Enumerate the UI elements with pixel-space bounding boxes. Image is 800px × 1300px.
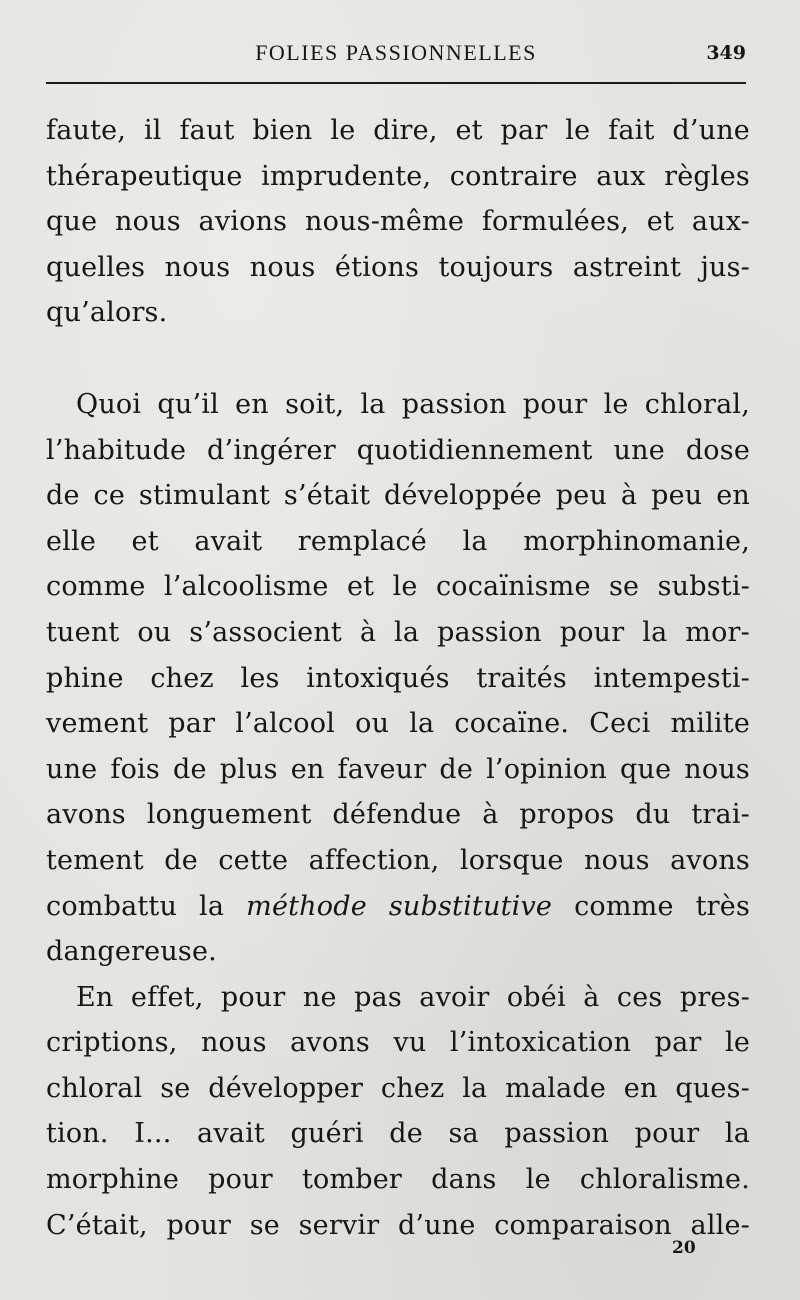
text-line: une fois de plus en faveur de l’opinion que nous — [46, 753, 750, 785]
text-line: criptions, nous avons vu l’intoxication par le — [46, 1027, 750, 1059]
text-line: thérapeutique imprudente, contraire aux règles — [46, 160, 750, 192]
running-head — [46, 40, 746, 66]
text-line: qu’alors. — [46, 297, 168, 329]
text-line: vement par l’alcool ou la cocaïne. Ceci milite — [46, 708, 750, 740]
signature-mark: 20 — [672, 1238, 696, 1258]
text-line: elle et avait remplacé la morphinomanie, — [46, 525, 750, 557]
text-line: dangereuse. — [46, 936, 217, 968]
body-text — [46, 108, 750, 1248]
emphasized-term: méthode substitutive — [246, 890, 553, 922]
text-line: phine chez les intoxiqués traités intempesti- — [46, 662, 750, 694]
text-line: de ce stimulant s’était développée peu à peu en — [46, 480, 750, 512]
text-line: avons longuement défendue à propos du trai- — [46, 799, 750, 831]
paragraph-2 — [46, 382, 750, 975]
text-line: que nous avions nous-même formulées, et aux- — [46, 206, 750, 238]
text-run: combattu la — [46, 890, 247, 922]
text-line: Quoi qu’il en soit, la passion pour le chloral, — [76, 388, 750, 420]
header-rule — [46, 82, 746, 84]
text-line: quelles nous nous étions toujours astreint jus- — [46, 251, 750, 283]
text-line-with-emphasis — [46, 884, 750, 930]
paragraph-3 — [46, 975, 750, 1249]
text-line: tement de cette affection, lorsque nous avons — [46, 844, 750, 876]
text-line: En effet, pour ne pas avoir obéi à ces pres- — [76, 981, 750, 1013]
paragraph-spacer — [46, 336, 750, 382]
paragraph-1 — [46, 108, 750, 336]
page-number: 349 — [706, 42, 746, 64]
running-title: FOLIES PASSIONNELLES — [255, 40, 537, 65]
text-line: tuent ou s’associent à la passion pour la mor- — [46, 616, 750, 648]
text-line: C’était, pour se servir d’une comparaison alle- — [46, 1209, 750, 1241]
text-line: chloral se développer chez la malade en ques- — [46, 1072, 750, 1104]
text-line: comme l’alcoolisme et le cocaïnisme se substi- — [46, 571, 750, 603]
text-line: morphine pour tomber dans le chloralisme. — [46, 1164, 750, 1196]
text-line: faute, il faut bien le dire, et par le fait d’une — [46, 115, 750, 146]
text-run: comme très — [552, 890, 750, 922]
text-line: l’habitude d’ingérer quotidiennement une dose — [46, 434, 750, 466]
text-line: tion. I... avait guéri de sa passion pour la — [46, 1118, 750, 1150]
